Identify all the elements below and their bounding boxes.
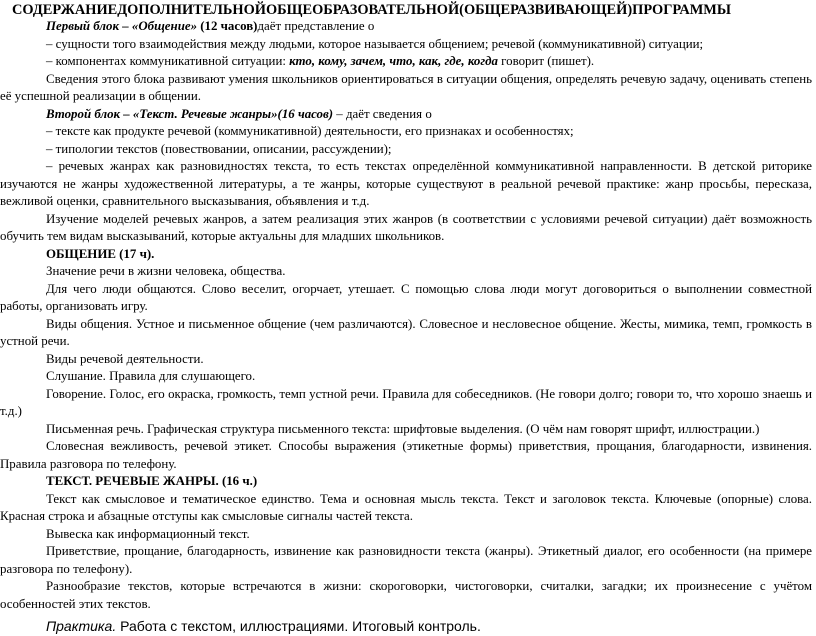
block1-item-2-emphasis: кто, кому, зачем, что, как, где, когда [289, 54, 498, 68]
section2-line: Разнообразие текстов, которые встречаются в жизни: скороговорки, чистоговорки, считалки, загадки; их произнесение с учётом особенностей этих текстов. [0, 579, 812, 611]
block2-heading-line [0, 106, 812, 124]
section1-line: Виды общения. Устное и письменное общение (чем различаются). Словесное и несловесное общение. Жесты, мимика, темп, громкость в устной речи. [0, 316, 812, 348]
section2-line: Вывеска как информационный текст. [46, 526, 250, 541]
section1-line: Слушание. Правила для слушающего. [46, 369, 256, 383]
practice-text: Работа с текстом, иллюстрациями. Итоговый контроль. [116, 618, 481, 634]
document-title: СОДЕРЖАНИЕДОПОЛНИТЕЛЬНОЙОБЩЕОБРАЗОВАТЕЛЬНОЙ(ОБЩЕРАЗВИВАЮЩЕЙ)ПРОГРАММЫ [12, 2, 732, 18]
section2-heading: ТЕКСТ. РЕЧЕВЫЕ ЖАНРЫ. (16 ч.) [46, 474, 258, 488]
block1-item-1: – сущности того взаимодействия между людьми, которое называется общением; речевой (коммуникативной) ситуации; [46, 36, 704, 51]
block1-item-2 [0, 53, 812, 71]
section1-heading: ОБЩЕНИЕ (17 ч). [46, 246, 155, 261]
block1-item-2-pre: – компонентах коммуникативной ситуации: [46, 54, 290, 68]
block1-heading: Первый блок – «Общение» [46, 19, 198, 33]
block2-item-3: – речевых жанрах как разновидностях текста, то есть текстах определённой коммуникативной направленности. В детской риторике изучаются не жанры художественной литературы, а те жанры, которые существуют в реальной речевой практике: жанр просьбы, пересказа, вежливой оценки, сравнительного высказывания, объявления и т.д. [0, 159, 812, 208]
practice-line [0, 616, 812, 636]
block2-item-2: – типологии текстов (повествовании, описании, рассуждении); [46, 141, 392, 156]
section1-line: Для чего люди общаются. Слово веселит, огорчает, утешает. С помощью слова люди могут договориться о выполнении совместной работы, организовать игру. [0, 281, 812, 313]
block2-heading: Второй блок – «Текст. Речевые жанры»(16 часов) [46, 106, 334, 121]
section2-line: Приветствие, прощание, благодарность, извинение как разновидности текста (жанры). Этикетный диалог, его особенности (на примере разговора по телефону). [0, 544, 812, 576]
block1-heading-line [0, 18, 812, 36]
section2-line: Текст как смысловое и тематическое единство. Тема и основная мысль текста. Текст и заголовок текста. Ключевые (опорные) слова. Красная строка и абзацные отступы как смысловые сигналы частей текста. [0, 491, 812, 523]
section1-line: Говорение. Голос, его окраска, громкость, темп устной речи. Правила для собеседников. (Не говори долго; говори то, что хорошо знаешь и т.д.) [0, 386, 812, 418]
section1-line: Виды речевой деятельности. [46, 351, 204, 366]
section1-line: Словесная вежливость, речевой этикет. Способы выражения (этикетные формы) приветствия, прощания, благодарности, извинения. Правила разговора по телефону. [0, 439, 812, 471]
section1-line: Письменная речь. Графическая структура письменного текста: шрифтовые выделения. (О чём нам говорят шрифт, иллюстрации.) [46, 421, 760, 436]
section1-line: Значение речи в жизни человека, общества. [46, 264, 286, 278]
block1-item-2-post: говорит (пишет). [497, 54, 595, 68]
practice-label: Практика. [46, 618, 117, 634]
block1-intro: даёт представление о [257, 19, 375, 33]
block2-summary: Изучение моделей речевых жанров, а затем реализация этих жанров (в соответствии с условиями речевой ситуации) даёт возможность обучить тем видам высказываний, которые актуальны для младших школьников. [0, 211, 812, 243]
block2-intro: – даёт сведения о [333, 106, 432, 121]
block1-summary: Сведения этого блока развивают умения школьников ориентироваться в ситуации общения, определять речевую задачу, оценивать степень её успешной реализации в общении. [0, 71, 812, 103]
block2-item-1: – тексте как продукте речевой (коммуникативной) деятельности, его признаках и особенностях; [46, 124, 574, 138]
block1-hours: (12 часов) [197, 19, 258, 33]
document-body [0, 18, 812, 636]
